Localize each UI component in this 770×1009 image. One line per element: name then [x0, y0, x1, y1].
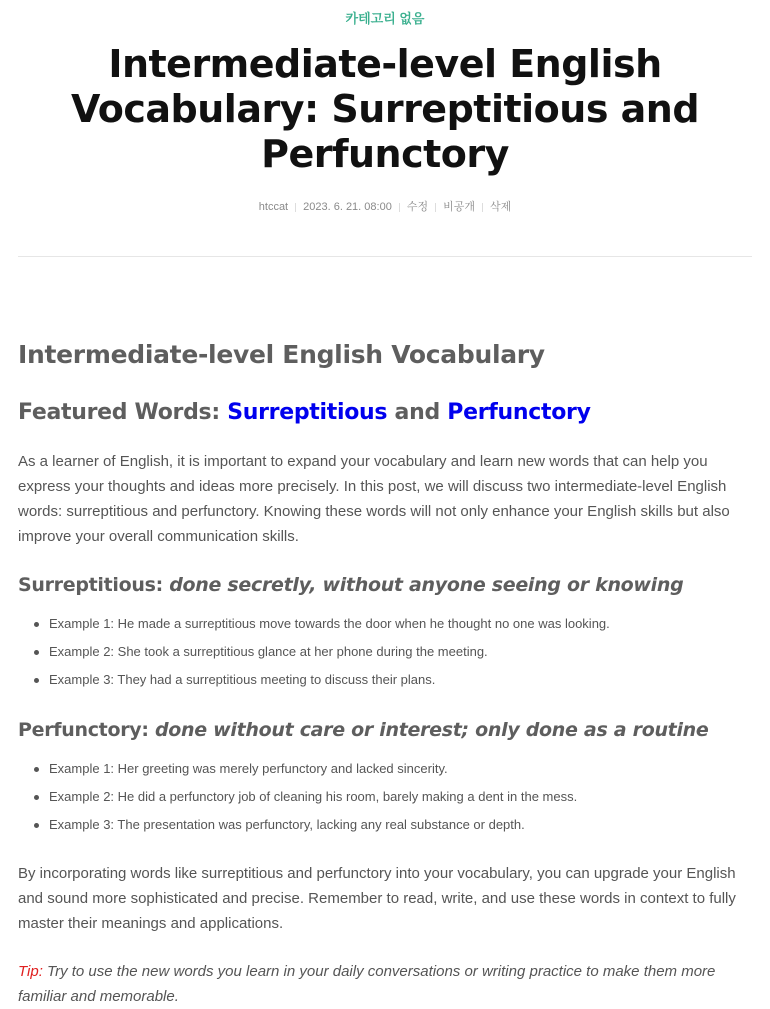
list-item: Example 1: He made a surreptitious move towards the door when he thought no one was looking.	[49, 610, 752, 638]
list-item: Example 2: She took a surreptitious glance at her phone during the meeting.	[49, 638, 752, 666]
word-heading-surreptitious	[18, 572, 752, 598]
meta-separator	[295, 203, 296, 212]
meta-separator	[399, 203, 400, 212]
delete-link[interactable]: 삭제	[489, 201, 512, 213]
header-divider	[18, 256, 752, 257]
list-item: Example 3: They had a surreptitious meeting to discuss their plans.	[49, 666, 752, 694]
example-list-perfunctory	[18, 755, 752, 839]
post-meta	[0, 200, 770, 214]
featured-conjunction: and	[387, 400, 448, 425]
post-header	[0, 0, 770, 214]
word-definition: done without care or interest; only done as a routine	[154, 719, 709, 741]
visibility-link[interactable]: 비공개	[443, 201, 475, 213]
tip-label: Tip:	[18, 963, 43, 980]
example-list-surreptitious	[18, 610, 752, 694]
list-item: Example 3: The presentation was perfunctory, lacking any real substance or depth.	[49, 811, 752, 839]
category-link[interactable]: 카테고리 없음	[345, 11, 425, 26]
meta-separator	[482, 203, 483, 212]
edit-link[interactable]: 수정	[406, 201, 429, 213]
list-item: Example 1: Her greeting was merely perfunctory and lacked sincerity.	[49, 755, 752, 783]
list-item: Example 2: He did a perfunctory job of cleaning his room, barely making a dent in the mess.	[49, 783, 752, 811]
featured-word-perfunctory: Perfunctory	[447, 400, 591, 425]
article-heading: Intermediate-level English Vocabulary	[18, 340, 545, 369]
word-heading-perfunctory	[18, 717, 752, 743]
tip-text: Try to use the new words you learn in your daily conversations or writing practice to make them more familiar and memorable.	[18, 963, 716, 1005]
tip-paragraph	[18, 959, 752, 1009]
meta-separator	[435, 203, 436, 212]
featured-words-heading	[18, 399, 752, 427]
article-content	[0, 340, 770, 1009]
word-term: Surreptitious:	[18, 574, 170, 596]
featured-word-surreptitious: Surreptitious	[227, 400, 388, 425]
featured-prefix: Featured Words:	[18, 400, 228, 425]
intro-paragraph: As a learner of English, it is important to expand your vocabulary and learn new words that can help you express your thoughts and ideas more precisely. In this post, we will discuss two intermediate-level English words: surreptitious and perfunctory. Knowing these words will not only enhance your English skills but also improve your overall communication skills.	[18, 453, 730, 545]
post-title: Intermediate-level English Vocabulary: Surreptitious and Perfunctory	[70, 42, 700, 176]
author-name: htccat	[258, 201, 289, 213]
word-term: Perfunctory:	[18, 719, 155, 741]
conclusion-paragraph: By incorporating words like surreptitious and perfunctory into your vocabulary, you can upgrade your English and sound more sophisticated and precise. Remember to read, write, and use these words in context to fully master their meanings and applications.	[18, 865, 736, 932]
post-date: 2023. 6. 21. 08:00	[303, 201, 392, 213]
word-definition: done secretly, without anyone seeing or knowing	[169, 574, 684, 596]
